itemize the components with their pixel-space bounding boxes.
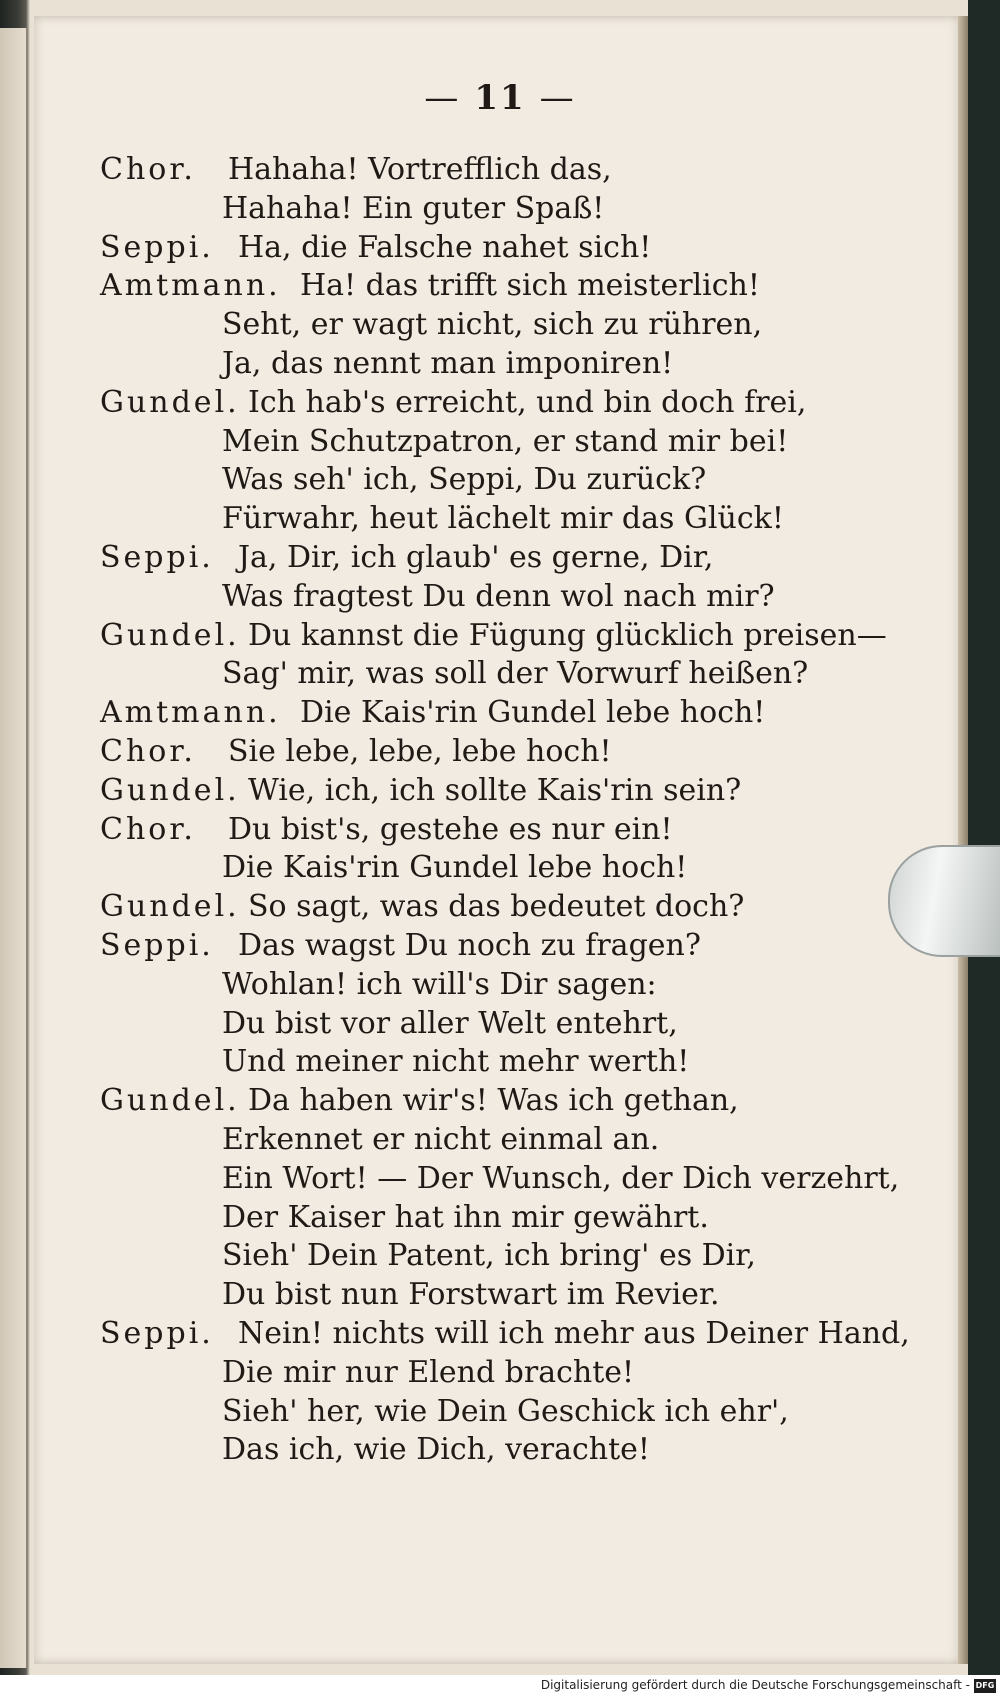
speaker-name: Chor. — [100, 152, 196, 187]
verse-text: Da haben wir's! Was ich gethan, — [248, 1083, 739, 1119]
verse-text: Erkennet er nicht einmal an. — [222, 1122, 660, 1157]
verse-text: Mein Schutzpatron, er stand mir bei! — [222, 423, 789, 459]
dfg-logo: DFG — [974, 1679, 996, 1693]
verse-text: Was fragtest Du denn wol nach mir? — [222, 578, 775, 614]
speaker-name: Gundel. — [100, 617, 240, 653]
footer-bar — [0, 1675, 1000, 1697]
verse-text: Du bist's, gestehe es nur ein! — [228, 811, 673, 847]
verse-text: Ich hab's erreicht, und bin doch frei, — [248, 384, 807, 420]
verse-text: Sie lebe, lebe, lebe hoch! — [228, 734, 612, 769]
verse-text: Ha, die Falsche nahet sich! — [238, 229, 652, 265]
verse-text: Das wagst Du noch zu fragen? — [238, 928, 701, 963]
verse-text: Sieh' her, wie Dein Geschick ich ehr', — [222, 1393, 789, 1429]
verse-text: Du kannst die Fügung glücklich preisen— — [248, 617, 887, 653]
verse-text: Du bist vor aller Welt entehrt, — [222, 1005, 678, 1041]
page-number-value: 11 — [474, 78, 526, 118]
verse-text: Hahaha! Ein guter Spaß! — [222, 190, 605, 226]
verse-text: Die Kais'rin Gundel lebe hoch! — [222, 850, 688, 886]
verse-text: Das ich, wie Dich, verachte! — [222, 1432, 650, 1468]
verse-text: Die mir nur Elend brachte! — [222, 1354, 635, 1390]
speaker-name: Seppi. — [100, 229, 214, 265]
verse-text: Sieh' Dein Patent, ich bring' es Dir, — [222, 1238, 756, 1274]
verse-text: Du bist nun Forstwart im Revier. — [222, 1277, 720, 1313]
speaker-name: Chor. — [100, 734, 196, 769]
speaker-name: Amtmann. — [100, 268, 281, 304]
page-number-dash-left: — — [424, 78, 461, 118]
page-number-dash-right: — — [539, 78, 576, 118]
speaker-name: Chor. — [100, 811, 196, 847]
speaker-name: Amtmann. — [100, 695, 281, 731]
speaker-name: Gundel. — [100, 772, 240, 808]
page-fore-edge — [958, 16, 968, 1664]
page-clip — [888, 845, 1000, 957]
verse-text: Nein! nichts will ich mehr aus Deiner Hand, — [238, 1316, 910, 1351]
verse-text: Hahaha! Vortrefflich das, — [228, 152, 612, 187]
speaker-name: Gundel. — [100, 384, 240, 420]
binding-background — [968, 0, 1000, 1675]
verse-text: Ja, das nennt man imponiren! — [222, 346, 674, 381]
speaker-name: Seppi. — [100, 1316, 214, 1351]
funding-credit: Digitalisierung gefördert durch die Deutsche Forschungsgemeinschaft - — [540, 1678, 970, 1692]
speaker-name: Gundel. — [100, 889, 240, 925]
page-number — [0, 78, 1000, 118]
speaker-name: Seppi. — [100, 928, 214, 963]
verse-text: Ein Wort! — Der Wunsch, der Dich verzehrt, — [222, 1160, 900, 1196]
verse-text: Die Kais'rin Gundel lebe hoch! — [300, 695, 766, 731]
previous-page-edge — [0, 28, 28, 1668]
verse-text: Sag' mir, was soll der Vorwurf heißen? — [222, 656, 809, 692]
verse-text: Der Kaiser hat ihn mir gewährt. — [222, 1199, 709, 1235]
verse-text: Ha! das trifft sich meisterlich! — [300, 268, 760, 304]
verse-text: Und meiner nicht mehr werth! — [222, 1044, 690, 1080]
verse-text: Seht, er wagt nicht, sich zu rühren, — [222, 307, 763, 343]
verse-text: Wohlan! ich will's Dir sagen: — [222, 966, 657, 1002]
verse-text: Fürwahr, heut lächelt mir das Glück! — [222, 501, 784, 537]
verse-text: So sagt, was das bedeutet doch? — [248, 889, 745, 925]
verse-text: Ja, Dir, ich glaub' es gerne, Dir, — [238, 540, 714, 575]
verse-text: Wie, ich, ich sollte Kais'rin sein? — [248, 772, 742, 808]
verse-text: Was seh' ich, Seppi, Du zurück? — [222, 462, 707, 498]
speaker-name: Seppi. — [100, 540, 214, 575]
speaker-name: Gundel. — [100, 1083, 240, 1119]
